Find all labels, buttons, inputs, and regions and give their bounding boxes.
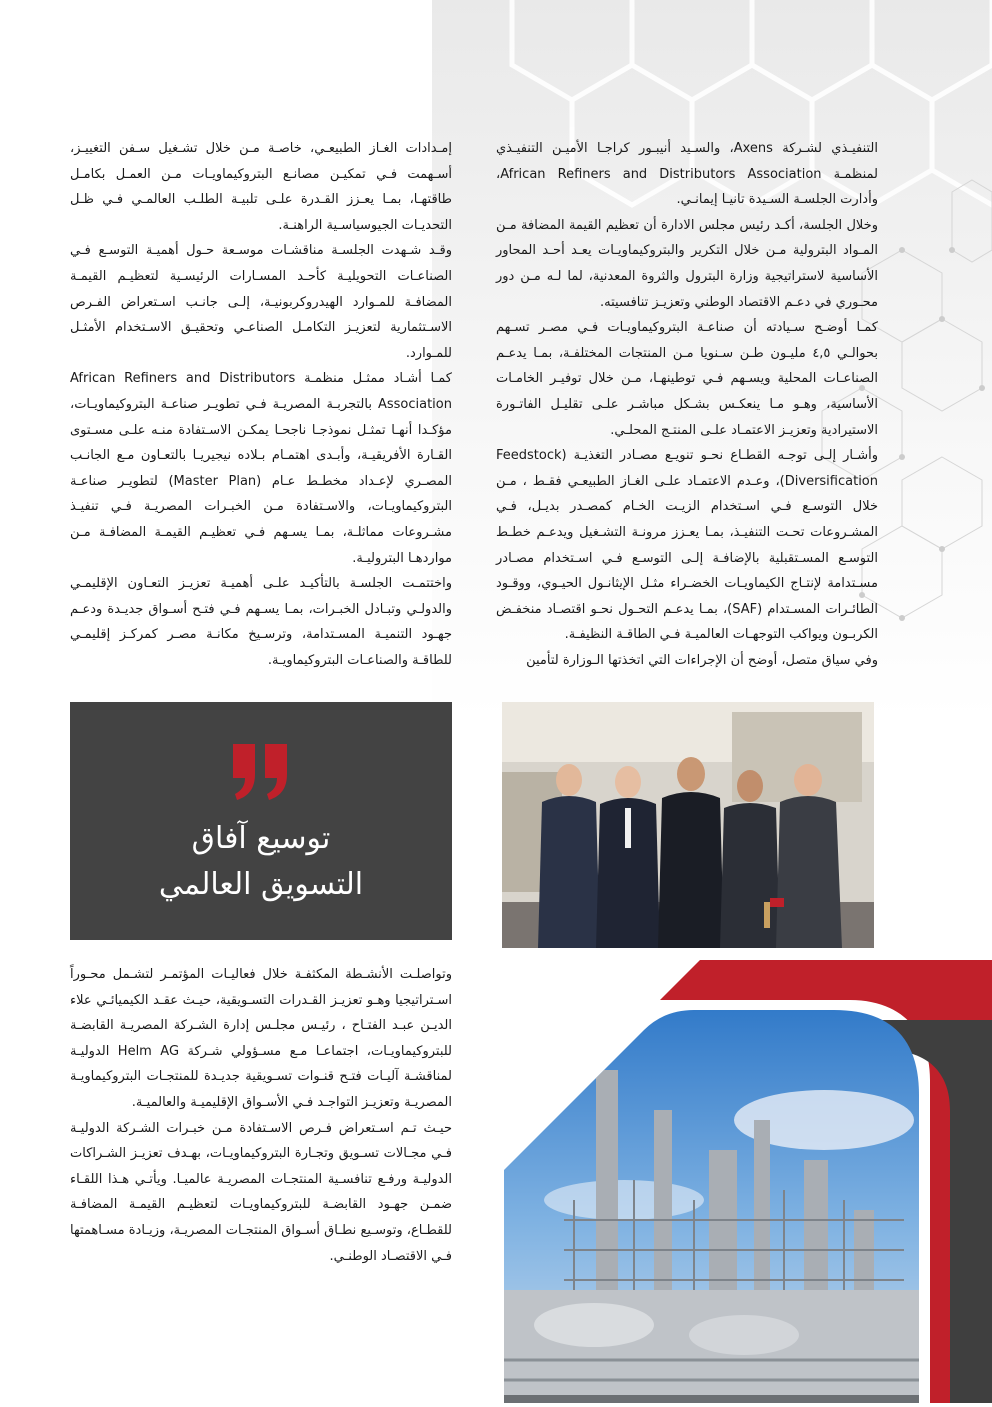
paragraph: حيـث تـم اسـتعراض فـرص الاسـتفادة مـن خبـرات الشـركة الدوليـة فـي مجـالات تسـويق وتجـارة البتروكيماويـات، بهـدف تعزيـز الشـراكات الدوليـة ورفـع تنافسـية المنتجـات المصريـة عالميـا. ويأتـي هـذا اللقـاء ضمـن جهـود القابضـة للبتروكيماويـات لتعظيـم القيمـة المضافـة للقطـاع، وتوسـيع نطـاق أسـواق المنتجـات المصريـة، وزيـادة مسـاهمتها فـي الاقتصـاد الوطنـي. <box>70 1120 452 1264</box>
paragraph: وفي سياق متصل، أوضح أن الإجراءات التي اتخذتها الـوزارة لتأمين <box>526 652 878 668</box>
pull-quote-title <box>70 816 452 908</box>
article-bottom-column <box>70 962 452 1269</box>
paragraph: كمـا أوضـح سـيادته أن صناعـة البتروكيماويـات فـي مصـر تسـهم بحوالـي ٤,٥ مليـون طـن سـنويا مـن المنتجات المختلفـة، بمـا يدعـم الصناعـات المحلية ويسـهم فـي توطينهـا، مـن خلال توفيـر الخامـات الأساسية، وهـو مـا ينعكـس بشـكل مباشـر علـى تقليـل الفاتـورة الاستيرادية وتعزيـز الاعتمـاد علـى المنتـج المحلـي. <box>496 320 878 438</box>
pull-quote-line: التسويق العالمي <box>158 867 364 902</box>
paragraph: إمـدادات الغـاز الطبيعـي، خاصـة مـن خلال تشـغيل سـفن التغييـز، أسـهمت فـي تمكيـن مصانـع البتروكيماويـات مـن العمـل بكامـل طاقتهـا، بمـا يعـزز القـدرة علـى تلبيـة الطلـب العالمـي فـي ظـل التحديـات الجيوسياسـية الراهنـة. <box>70 141 452 233</box>
paragraph: التنفيـذي لشـركة Axens، والسـيد أنيبـور كراجـا الأميـن التنفيـذي لمنظمـة African Refiners and Distributors Association، وأدارت الجلسـة السـيدة تانيـا إيمانـي. <box>496 141 878 208</box>
refinery-photo <box>504 1000 934 1403</box>
paragraph: كمـا أشـاد ممثـل منظمـة African Refiners and Distributors Association بالتجربـة المصريـة فـي تطويـر صناعـة البتروكيماويـات، مؤكـدا أنهـا تمثـل نموذجـا ناجحـا يمكـن الاسـتفادة منـه علـى مسـتوى القـارة الأفريقيـة، وأبـدى اهتمـام بـلاده نيجيريـا بالتعـاون مـع الجانـب المصـري لإعـداد مخطـط عـام (Master Plan) لتطويـر صناعـة البتروكيماويـات، والاسـتفادة مـن الخبـرات المصريـة فـي تنفيـذ مشـروعات مماثلـة، بمـا يسـهم فـي تعظيـم القيمـة المضافـة مـن مواردهـا البتروليـة. <box>70 371 452 566</box>
article-left-column <box>70 136 452 673</box>
pull-quote-line: توسيع آفاق <box>191 821 331 856</box>
article-right-column <box>496 136 878 673</box>
group-photo <box>502 702 874 948</box>
paragraph: وقـد شـهدت الجلسـة مناقشـات موسـعة حـول أهميـة التوسـع فـي الصناعـات التحويليـة كأحـد المسـارات الرئيسـية لتعظيـم القيمـة المضافـة للمـوارد الهيدروكربونيـة، إلـى جانـب اسـتعراض الفـرص الاسـتثمارية لتعزيـز التكامـل الصناعـي وتحقيـق الاسـتخدام الأمثـل للمـوارد. <box>70 243 452 361</box>
paragraph: وتواصلـت الأنشـطة المكثفـة خلال فعاليـات المؤتمـر لتشـمل محـوراً اسـتراتيجيا وهـو تعزيـز القـدرات التسـويقية، حيـث عقـد الكيميائـي علاء الديـن عبـد الفتـاح ، رئيـس مجلـس إدارة الشـركة المصريـة القابضـة للبتروكيماويـات، اجتماعـا مـع مسـؤولي شـركة Helm AG الدوليـة لمناقشـة آليـات فتـح قنـوات تسـويقية جديـدة للمنتجـات البتروكيماويـة المصريـة وتعزيـز التواجـد فـي الأسـواق الإقليميـة والعالميـة. <box>70 967 453 1110</box>
paragraph: وخلال الجلسة، أكـد رئيس مجلس الادارة أن تعظيم القيمة المضافة مـن المـواد البترولية مـن خلال التكرير والبتروكيماويـات يعـد أحـد المحاور الأساسية لاستراتيجية وزارة البترول والثروة المعدنية، لما لـه مـن دور محـوري في دعـم الاقتصاد الوطني وتعزيـز تنافسيته. <box>496 217 878 310</box>
paragraph: واختتمـت الجلسـة بالتأكيـد علـى أهميـة تعزيـز التعـاون الإقليمـي والدولـي وتبـادل الخبـرات، بمـا يسـهم فـي فتـح أسـواق جديـدة ودعـم جهـود التنميـة المسـتدامة، وترسـيخ مكانـة مصـر كمركـز إقليمـي للطاقـة والصناعـات البتروكيماويـة. <box>70 576 452 668</box>
pull-quote-box <box>70 702 452 940</box>
paragraph: وأشـار إلـى توجـه القطـاع نحـو تنويـع مصـادر التغذيـة (Feedstock Diversification)، وعـدم الاعتمـاد علـى الغـاز الطبيعـي فقـط ، مـن خلال التوسـع فـي اسـتخدام الزيـت الخـام كمصـدر بديـل، فـي المشـروعات تحـت التنفيـذ، بمـا يعـزز مرونـة التشـغيل ويدعـم خطـط التوسـع المسـتقبلية بالإضافـة إلـى التوسـع فـي اسـتخدام مصـادر مسـتدامة لإنتـاج الكيماويـات الخضـراء مثـل الإيثانـول الحيـوي، ووقـود الطائـرات المسـتدام (SAF)، بمـا يدعـم التحـول نحـو اقتصـاد منخفـض الكربـون ويواكب التوجهـات العالميـة فـي الطاقـة النظيفـة. <box>496 448 879 643</box>
quote-mark-icon <box>70 744 452 804</box>
